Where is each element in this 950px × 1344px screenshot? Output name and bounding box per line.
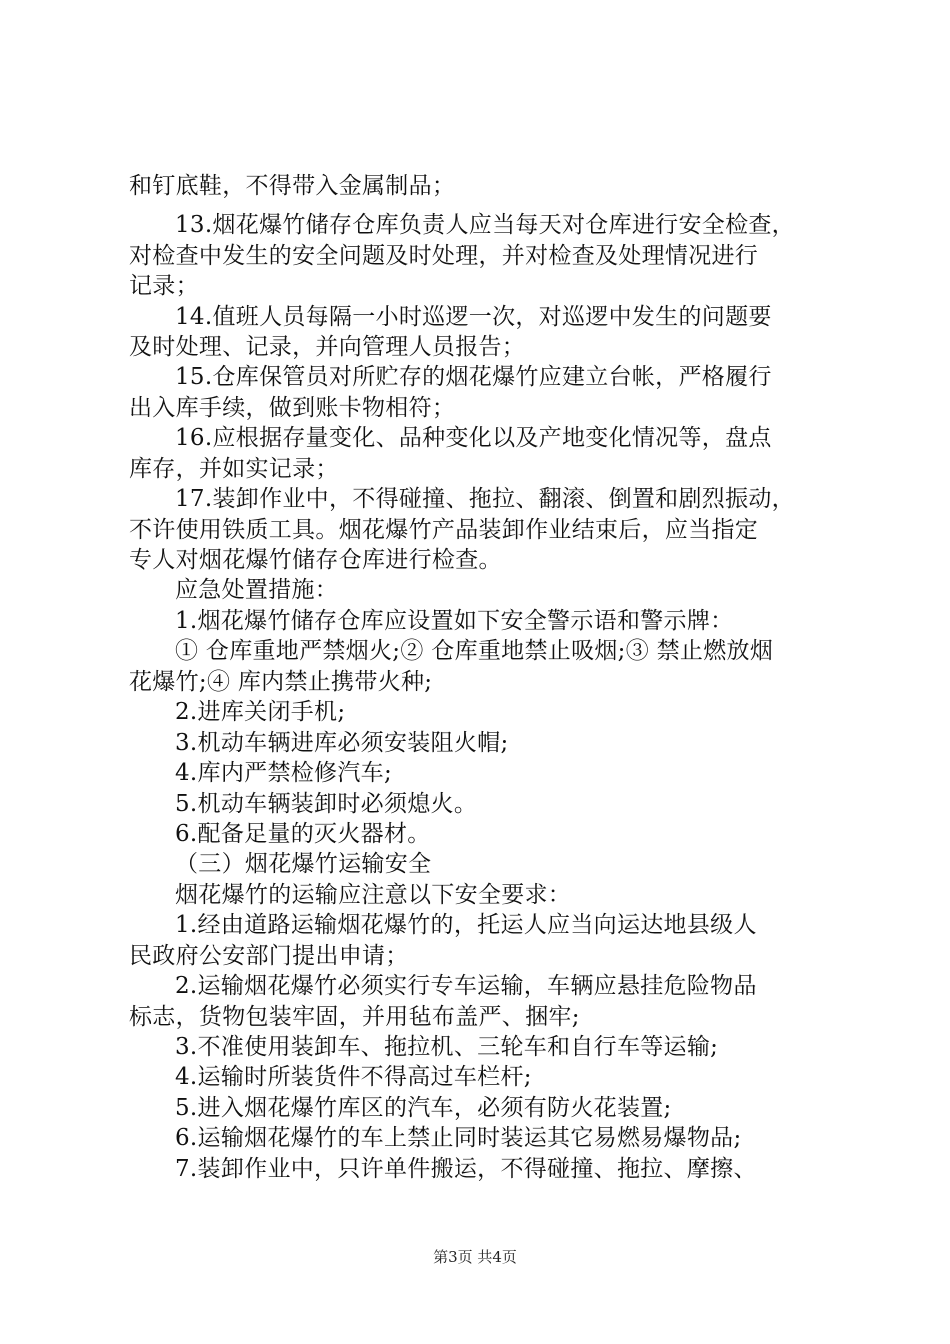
text-line: 5.进入烟花爆竹库区的汽车，必须有防火花装置; xyxy=(175,1095,672,1121)
text-line: 6.运输烟花爆竹的车上禁止同时装运其它易燃易爆物品; xyxy=(175,1125,742,1151)
text-line: 出入库手续，做到账卡物相符； xyxy=(129,395,456,421)
text-line: 记录； xyxy=(129,273,199,299)
text-line: 3.不准使用装卸车、拖拉机、三轮车和自行车等运输; xyxy=(175,1034,719,1060)
text-line: 13.烟花爆竹储存仓库负责人应当每天对仓库进行安全检查， xyxy=(175,212,795,238)
text-line: 对检查中发生的安全问题及时处理，并对检查及处理情况进行 xyxy=(129,243,759,269)
text-line: 7.装卸作业中，只许单件搬运，不得碰撞、拖拉、摩擦、 xyxy=(175,1156,757,1182)
text-line: 花爆竹;④ 库内禁止携带火种; xyxy=(129,669,433,695)
text-line: 1.经由道路运输烟花爆竹的，托运人应当向运达地县级人 xyxy=(175,912,757,938)
text-line: 和钉底鞋，不得带入金属制品； xyxy=(129,173,456,199)
text-line: 17.装卸作业中，不得碰撞、拖拉、翻滚、倒置和剧烈振动， xyxy=(175,486,795,512)
text-line: 库存，并如实记录； xyxy=(129,456,339,482)
text-line: 15.仓库保管员对所贮存的烟花爆竹应建立台帐，严格履行 xyxy=(175,364,772,390)
text-line: 2.运输烟花爆竹必须实行专车运输，车辆应悬挂危险物品 xyxy=(175,973,757,999)
text-line: 4.库内严禁检修汽车; xyxy=(175,760,392,786)
text-line: 4.运输时所装货件不得高过车栏杆; xyxy=(175,1064,532,1090)
text-line: 2.进库关闭手机; xyxy=(175,699,346,725)
text-line: 烟花爆竹的运输应注意以下安全要求： xyxy=(175,882,572,908)
section-heading: 应急处置措施： xyxy=(175,577,339,603)
text-line: 专人对烟花爆竹储存仓库进行检查。 xyxy=(129,547,502,573)
text-line: 16.应根据存量变化、品种变化以及产地变化情况等，盘点 xyxy=(175,425,772,451)
text-line: 3.机动车辆进库必须安装阻火帽; xyxy=(175,730,509,756)
text-line: 不许使用铁质工具。烟花爆竹产品装卸作业结束后，应当指定 xyxy=(129,517,759,543)
text-line: ① 仓库重地严禁烟火;② 仓库重地禁止吸烟;③ 禁止燃放烟 xyxy=(175,638,774,664)
section-heading: （三）烟花爆竹运输安全 xyxy=(175,851,432,877)
text-line: 民政府公安部门提出申请； xyxy=(129,943,409,969)
text-line: 1.烟花爆竹储存仓库应设置如下安全警示语和警示牌： xyxy=(175,608,734,634)
text-line: 6.配备足量的灭火器材。 xyxy=(175,821,431,847)
text-line: 及时处理、记录，并向管理人员报告； xyxy=(129,334,526,360)
text-line: 标志，货物包装牢固，并用毡布盖严、捆牢; xyxy=(129,1004,580,1030)
page-number-footer: 第3页 共4页 xyxy=(433,1248,517,1266)
text-line: 5.机动车辆装卸时必须熄火。 xyxy=(175,791,478,817)
text-line: 14.值班人员每隔一小时巡逻一次，对巡逻中发生的问题要 xyxy=(175,304,772,330)
